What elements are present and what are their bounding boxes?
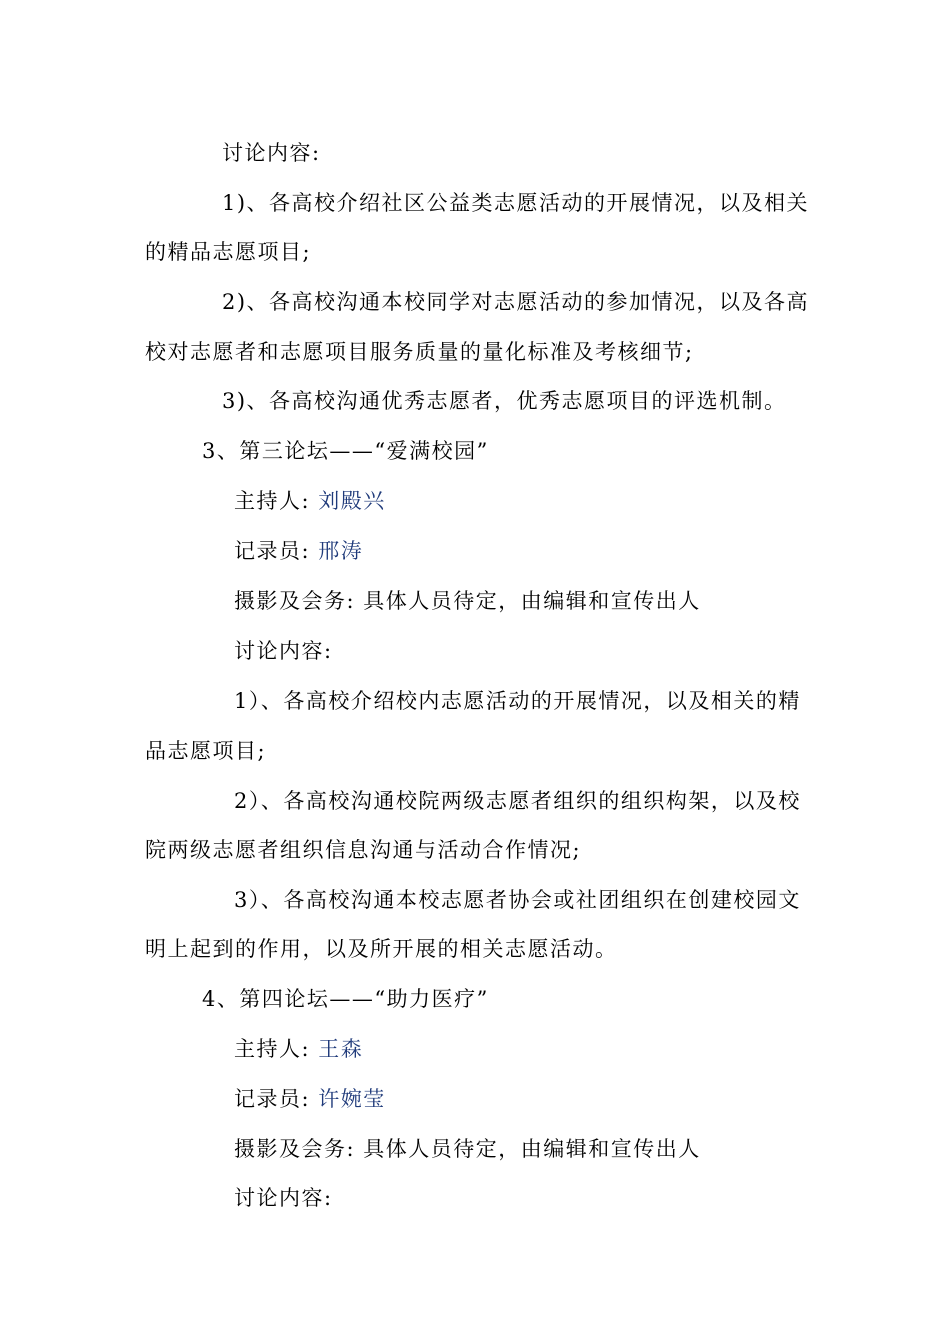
forum4-photo-row bbox=[234, 1134, 701, 1164]
forum2-item-1-line2: 的精品志愿项目; bbox=[145, 240, 312, 264]
forum3-recorder-name: 邢涛 bbox=[318, 539, 364, 563]
forum4-recorder-row bbox=[234, 1084, 386, 1114]
forum3-photo-value: 具体人员待定，由编辑和宣传出人 bbox=[363, 589, 701, 613]
forum4-discussion-label: 讨论内容: bbox=[234, 1186, 333, 1210]
forum4-heading: 4、第四论坛——“助力医疗” bbox=[202, 987, 489, 1011]
forum3-host-label: 主持人: bbox=[234, 489, 311, 513]
forum2-item-2-line2: 校对志愿者和志愿项目服务质量的量化标准及考核细节; bbox=[145, 340, 694, 364]
forum3-host-row bbox=[234, 486, 386, 516]
forum3-discussion-label: 讨论内容: bbox=[234, 639, 333, 663]
forum3-item-1-line2: 品志愿项目; bbox=[145, 739, 267, 763]
forum4-host-label: 主持人: bbox=[234, 1037, 311, 1061]
forum3-photo-label: 摄影及会务: bbox=[234, 589, 356, 613]
forum2-item-1-line1: 1)、各高校介绍社区公益类志愿活动的开展情况，以及相关 bbox=[222, 191, 810, 215]
forum3-recorder-row bbox=[234, 536, 363, 566]
forum4-recorder-name: 许婉莹 bbox=[318, 1087, 386, 1111]
forum4-photo-label: 摄影及会务: bbox=[234, 1137, 356, 1161]
forum3-item-2-line2: 院两级志愿者组织信息沟通与活动合作情况; bbox=[145, 838, 582, 862]
forum2-item-3-line1: 3)、各高校沟通优秀志愿者，优秀志愿项目的评选机制。 bbox=[222, 389, 787, 413]
forum3-item-2-line1: 2）、各高校沟通校院两级志愿者组织的组织构架，以及校 bbox=[234, 789, 801, 813]
forum4-photo-value: 具体人员待定，由编辑和宣传出人 bbox=[363, 1137, 701, 1161]
forum3-photo-row bbox=[234, 586, 701, 616]
forum3-item-1-line1: 1）、各高校介绍校内志愿活动的开展情况，以及相关的精 bbox=[234, 689, 801, 713]
forum2-discussion-label: 讨论内容: bbox=[222, 141, 321, 165]
forum3-recorder-label: 记录员: bbox=[234, 539, 311, 563]
forum4-host-name: 王森 bbox=[318, 1037, 364, 1061]
forum4-recorder-label: 记录员: bbox=[234, 1087, 311, 1111]
forum3-host-name: 刘殿兴 bbox=[318, 489, 386, 513]
forum3-item-3-line1: 3）、各高校沟通本校志愿者协会或社团组织在创建校园文 bbox=[234, 888, 801, 912]
forum3-heading: 3、第三论坛——“爱满校园” bbox=[202, 439, 489, 463]
forum2-item-2-line1: 2)、各高校沟通本校同学对志愿活动的参加情况，以及各高 bbox=[222, 290, 810, 314]
forum4-host-row bbox=[234, 1034, 363, 1064]
forum3-item-3-line2: 明上起到的作用，以及所开展的相关志愿活动。 bbox=[145, 937, 618, 961]
